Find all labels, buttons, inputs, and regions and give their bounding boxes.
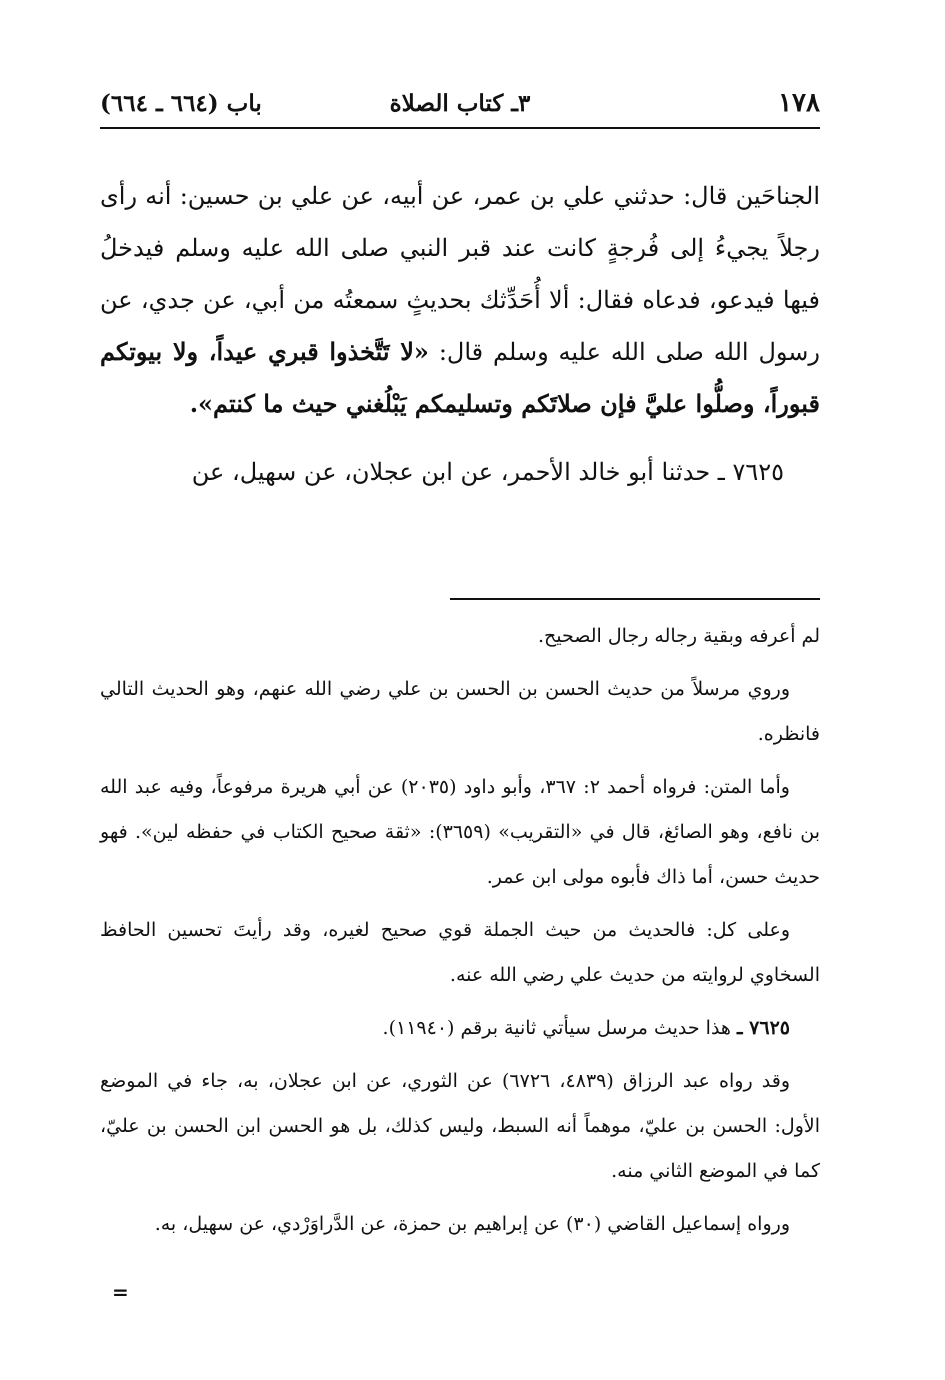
- footnote-divider: [450, 598, 820, 600]
- book-page: [100, 82, 820, 1322]
- footnote-text: هذا حديث مرسل سيأتي ثانية برقم (١١٩٤٠).: [382, 1017, 737, 1039]
- page-number: ١٧٨: [778, 88, 820, 118]
- footnote-number: ٧٦٢٥ ـ: [736, 1017, 790, 1039]
- footnote-paragraph-7: ورواه إسماعيل القاضي (٣٠) عن إبراهيم بن حمزة، عن الدَّراوَرْدي، عن سهيل، به.: [154, 1213, 790, 1235]
- footnote-paragraph-4: وعلى كل: فالحديث من حيث الجملة قوي صحيح لغيره، وقد رأيتَ تحسين الحافظ السخاوي لروايته من حديث علي رضي الله عنه.: [100, 919, 820, 986]
- footnote-paragraph-2: وروي مرسلاً من حديث الحسن بن الحسن بن علي رضي الله عنهم، وهو الحديث التالي فانظره.: [100, 678, 820, 745]
- footnote-paragraph-3: وأما المتن: فرواه أحمد ٢: ٣٦٧، وأبو داود (٢٠٣٥) عن أبي هريرة مرفوعاً، وفيه عبد الله بن نافع، وهو الصائغ، قال في «التقريب» (٣٦٥٩): «ثقة صحيح الكتاب في حفظه لين». فهو حديث حسن، أما ذاك فأبوه مولى ابن عمر.: [100, 776, 820, 888]
- header-divider: [100, 127, 820, 129]
- hadith-chain: الجناحَين قال: حدثني علي بن عمر، عن أبيه، عن علي بن حسين: أنه رأى رجلاً يجيءُ إلى فُرجةٍ كانت عند قبر النبي صلى الله عليه وسلم فيدخلُ فيها فيدعو، فدعاه فقال: ألا أُحَدِّثك بحديثٍ سمعتُه من أبي، عن جدي، عن رسول الله صلى الله عليه وسلم قال:: [100, 182, 820, 366]
- footnote-paragraph-5: [100, 1006, 820, 1051]
- hadith-paragraph: [100, 170, 820, 430]
- footnotes: [100, 614, 820, 1255]
- footnote-paragraph-6: وقد رواه عبد الرزاق (٤٨٣٩، ٦٧٢٦) عن الثوري، عن ابن عجلان، به، جاء في الموضع الأول: الحسن بن عليّ، موهماً أنه السبط، وليس كذلك، بل هو الحسن ابن الحسن بن عليّ، كما في الموضع الثاني منه.: [100, 1070, 820, 1182]
- hadith-text: «لا تَتَّخذوا قبري عيداً، ولا بيوتكم قبوراً، وصلُّوا عليَّ فإن صلاتَكم وتسليمكم يَبْلُغني حيث ما كنتم».: [100, 337, 820, 418]
- chapter-range: باب (٦٦٤ ـ ٦٦٤): [100, 90, 262, 117]
- main-text: [100, 170, 820, 498]
- footnote-line-1: لم أعرفه وبقية رجاله رجال الصحيح.: [537, 625, 820, 647]
- next-entry: ٧٦٢٥ ـ حدثنا أبو خالد الأحمر، عن ابن عجلان، عن سهيل، عن: [191, 458, 784, 486]
- continuation-mark: =: [112, 1280, 129, 1304]
- page-header: [100, 82, 820, 126]
- book-title: ٣ـ كتاب الصلاة: [389, 90, 531, 117]
